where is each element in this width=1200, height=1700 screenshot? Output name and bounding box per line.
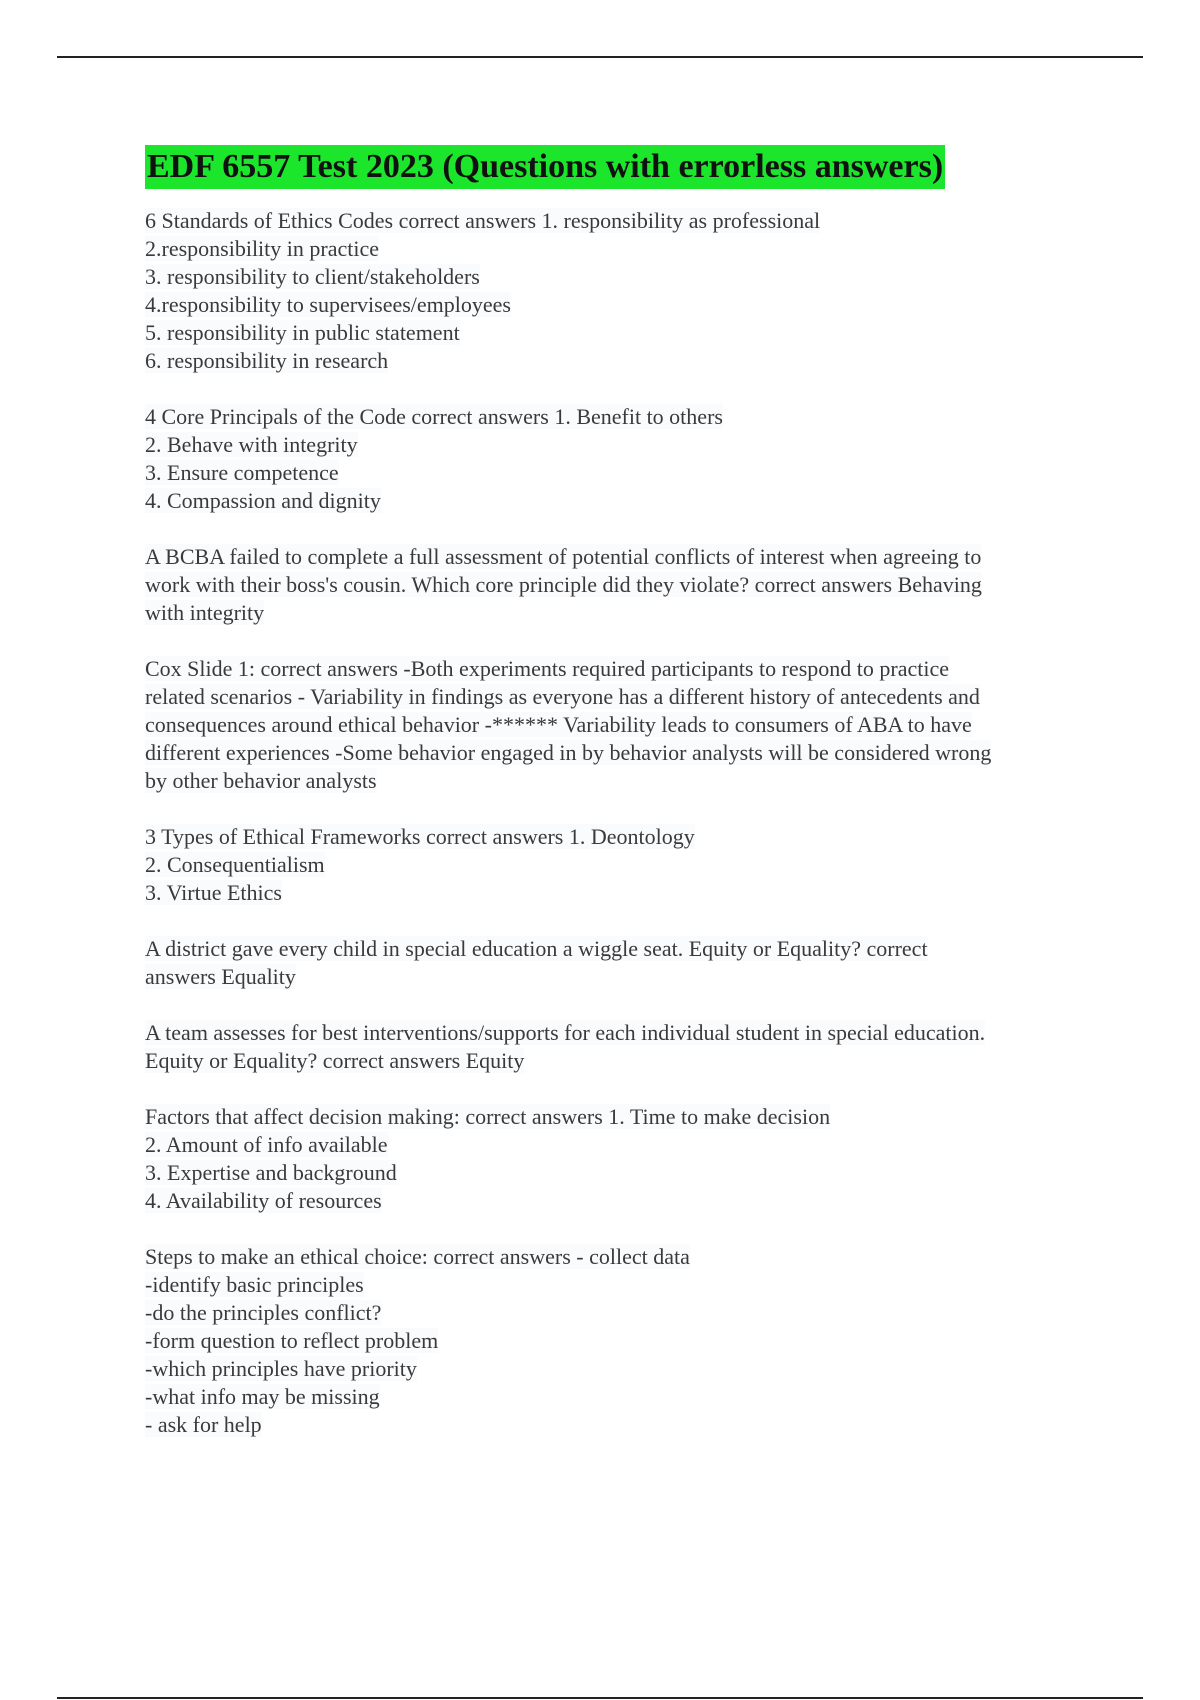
qa-line <box>145 1019 1085 1047</box>
qa-line-text: A BCBA failed to complete a full assessment of potential conflicts of interest when agreeing to <box>145 544 982 569</box>
qa-line <box>145 1327 1085 1355</box>
qa-line <box>145 711 1085 739</box>
qa-line-text: A district gave every child in special education a wiggle seat. Equity or Equality? correct <box>145 936 928 961</box>
qa-line-text: by other behavior analysts <box>145 768 377 793</box>
qa-line <box>145 291 1085 319</box>
qa-item <box>145 543 1085 627</box>
qa-line-text: related scenarios - Variability in findings as everyone has a different history of antecedents and <box>145 684 980 709</box>
qa-line <box>145 543 1085 571</box>
qa-item <box>145 1103 1085 1215</box>
qa-line-text: Steps to make an ethical choice: correct answers - collect data <box>145 1244 690 1269</box>
qa-line <box>145 683 1085 711</box>
qa-item <box>145 403 1085 515</box>
qa-item <box>145 823 1085 907</box>
qa-item <box>145 207 1085 375</box>
qa-line <box>145 263 1085 291</box>
qa-line-text: 5. responsibility in public statement <box>145 320 460 345</box>
qa-line <box>145 1299 1085 1327</box>
qa-line-text: 3. Virtue Ethics <box>145 880 282 905</box>
qa-line-text: 2. Amount of info available <box>145 1132 388 1157</box>
qa-line-text: 2.responsibility in practice <box>145 236 379 261</box>
qa-line-text: different experiences -Some behavior engaged in by behavior analysts will be considered wrong <box>145 740 992 765</box>
qa-line-text: A team assesses for best interventions/supports for each individual student in special education. <box>145 1020 986 1045</box>
qa-line <box>145 1383 1085 1411</box>
qa-line <box>145 935 1085 963</box>
qa-line <box>145 487 1085 515</box>
qa-line-text: 4 Core Principals of the Code correct answers 1. Benefit to others <box>145 404 723 429</box>
qa-line <box>145 403 1085 431</box>
qa-line-text: -form question to reflect problem <box>145 1328 439 1353</box>
qa-line-text: 3. Ensure competence <box>145 460 339 485</box>
qa-item <box>145 1019 1085 1075</box>
qa-line-text: -which principles have priority <box>145 1356 417 1381</box>
qa-line <box>145 207 1085 235</box>
qa-line-text: with integrity <box>145 600 265 625</box>
qa-line-text: 4.responsibility to supervisees/employees <box>145 292 511 317</box>
qa-line <box>145 739 1085 767</box>
qa-line <box>145 851 1085 879</box>
qa-line-text: 3 Types of Ethical Frameworks correct answers 1. Deontology <box>145 824 695 849</box>
qa-line-text: -what info may be missing <box>145 1384 380 1409</box>
qa-line-text: Factors that affect decision making: correct answers 1. Time to make decision <box>145 1104 831 1129</box>
qa-line <box>145 571 1085 599</box>
qa-line <box>145 1411 1085 1439</box>
qa-line-text: 4. Availability of resources <box>145 1188 382 1213</box>
qa-line <box>145 347 1085 375</box>
qa-line-text: 6 Standards of Ethics Codes correct answers 1. responsibility as professional <box>145 208 821 233</box>
qa-line <box>145 459 1085 487</box>
qa-line <box>145 963 1085 991</box>
qa-list <box>145 207 1085 1439</box>
document-title: EDF 6557 Test 2023 (Questions with errorless answers) <box>145 145 945 189</box>
qa-line <box>145 767 1085 795</box>
qa-line <box>145 879 1085 907</box>
qa-line <box>145 599 1085 627</box>
qa-line-text: 4. Compassion and dignity <box>145 488 381 513</box>
qa-line-text: 2. Behave with integrity <box>145 432 358 457</box>
document-body <box>145 145 1085 1467</box>
qa-line <box>145 1271 1085 1299</box>
qa-line-text: 3. Expertise and background <box>145 1160 397 1185</box>
qa-item <box>145 655 1085 795</box>
qa-item <box>145 1243 1085 1439</box>
qa-line-text: 3. responsibility to client/stakeholders <box>145 264 480 289</box>
qa-line-text: answers Equality <box>145 964 296 989</box>
qa-line <box>145 655 1085 683</box>
bottom-rule <box>57 1697 1143 1699</box>
qa-line <box>145 1131 1085 1159</box>
qa-line <box>145 823 1085 851</box>
qa-line <box>145 1243 1085 1271</box>
qa-line-text: 2. Consequentialism <box>145 852 325 877</box>
qa-line-text: - ask for help <box>145 1412 262 1437</box>
qa-line-text: 6. responsibility in research <box>145 348 389 373</box>
qa-line <box>145 1355 1085 1383</box>
qa-line-text: Cox Slide 1: correct answers -Both experiments required participants to respond to practice <box>145 656 949 681</box>
qa-item <box>145 935 1085 991</box>
qa-line-text: work with their boss's cousin. Which core principle did they violate? correct answers Behaving <box>145 572 982 597</box>
qa-line <box>145 1187 1085 1215</box>
qa-line <box>145 319 1085 347</box>
qa-line <box>145 1047 1085 1075</box>
qa-line-text: Equity or Equality? correct answers Equity <box>145 1048 525 1073</box>
top-rule <box>57 56 1143 58</box>
qa-line <box>145 431 1085 459</box>
qa-line <box>145 235 1085 263</box>
qa-line <box>145 1159 1085 1187</box>
qa-line-text: -identify basic principles <box>145 1272 364 1297</box>
qa-line <box>145 1103 1085 1131</box>
qa-line-text: consequences around ethical behavior -****** Variability leads to consumers of ABA to have <box>145 712 972 737</box>
qa-line-text: -do the principles conflict? <box>145 1300 382 1325</box>
